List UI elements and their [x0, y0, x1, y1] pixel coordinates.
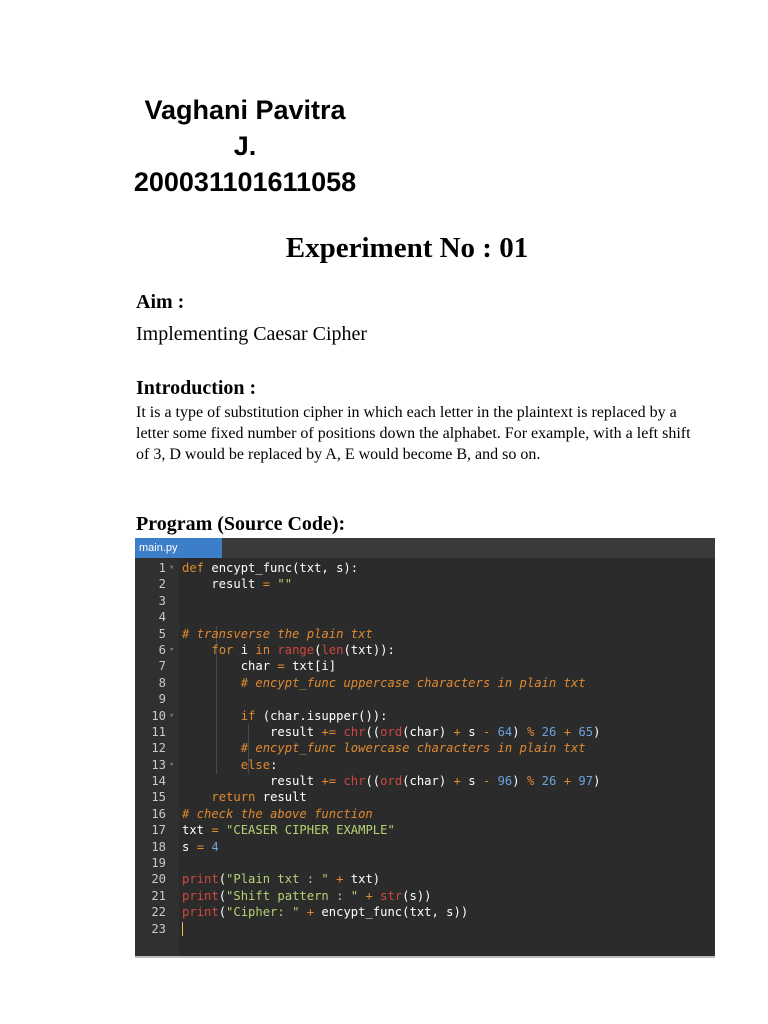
- code-line: [135, 691, 715, 707]
- code-text: for i in range(len(txt)):: [211, 642, 395, 657]
- file-tab-main-py[interactable]: main.py: [135, 538, 222, 558]
- code-line: [135, 708, 715, 724]
- code-area[interactable]: [135, 558, 715, 956]
- code-line: [135, 806, 715, 822]
- line-number: 15: [151, 790, 166, 805]
- code-text: if (char.isupper()):: [240, 708, 388, 723]
- code-line: [135, 757, 715, 773]
- code-line: [135, 904, 715, 920]
- code-line: [135, 871, 715, 887]
- introduction-heading: Introduction :: [136, 377, 257, 399]
- code-line: [135, 789, 715, 805]
- fold-marker-icon[interactable]: ▾: [169, 563, 175, 573]
- code-text: print("Shift pattern : " + str(s)): [182, 888, 432, 903]
- fold-marker-icon[interactable]: ▾: [169, 644, 175, 655]
- code-line: [135, 724, 715, 740]
- line-number: 3: [158, 593, 166, 608]
- fold-marker-icon[interactable]: ▾: [169, 759, 175, 770]
- code-text: # check the above function: [182, 806, 373, 821]
- line-number: 19: [151, 856, 166, 871]
- code-text: s = 4: [182, 839, 219, 854]
- code-line: [135, 855, 715, 871]
- fold-marker-icon[interactable]: ▾: [169, 710, 175, 721]
- code-text: def encypt_func(txt, s):: [182, 561, 359, 575]
- line-number: 13: [151, 757, 166, 772]
- text-cursor: [182, 922, 183, 936]
- line-number: 8: [158, 675, 166, 690]
- code-line: [135, 740, 715, 756]
- code-text: else:: [240, 757, 278, 772]
- code-editor: [135, 538, 715, 958]
- code-line: [135, 888, 715, 904]
- line-number: 17: [151, 823, 166, 838]
- code-text: result += chr((ord(char) + s - 96) % 26 + 97): [182, 774, 601, 789]
- code-line: [135, 593, 715, 609]
- code-line: [135, 576, 715, 592]
- student-name: Vaghani Pavitra: [144, 95, 346, 125]
- line-number: 1: [158, 561, 166, 575]
- code-lines: [135, 560, 715, 937]
- code-text: txt = "CEASER CIPHER EXAMPLE": [182, 823, 395, 838]
- code-text: return result: [211, 790, 307, 805]
- line-number: 7: [158, 659, 166, 674]
- aim-heading: Aim :: [136, 291, 185, 313]
- editor-tab-bar: [135, 538, 715, 558]
- program-heading: Program (Source Code):: [136, 513, 346, 535]
- line-number: 20: [151, 872, 166, 887]
- code-line: [135, 642, 715, 658]
- code-line: [135, 839, 715, 855]
- line-number: 11: [151, 724, 166, 739]
- line-number: 18: [151, 839, 166, 854]
- code-text: print("Plain txt : " + txt): [182, 872, 381, 887]
- line-number: 21: [151, 888, 166, 903]
- code-text: result += chr((ord(char) + s - 64) % 26 + 65): [182, 724, 601, 739]
- experiment-title: Experiment No : 01: [285, 232, 529, 264]
- line-number: 2: [158, 577, 166, 592]
- line-number: 4: [158, 610, 166, 625]
- code-text: # transverse the plain txt: [182, 626, 373, 641]
- line-number: 23: [151, 921, 166, 936]
- enrollment-number: 200031101611058: [133, 167, 357, 197]
- student-header: [100, 92, 390, 200]
- code-line: [135, 626, 715, 642]
- student-name-initial: J.: [233, 131, 257, 161]
- code-line: [135, 560, 715, 576]
- code-text: # encypt_func lowercase characters in plain txt: [240, 741, 586, 756]
- line-number: 14: [151, 774, 166, 789]
- code-text: # encypt_func uppercase characters in plain txt: [240, 675, 586, 690]
- code-line: [135, 675, 715, 691]
- line-number: 12: [151, 741, 166, 756]
- code-text: result = "": [182, 577, 293, 592]
- line-number: 22: [151, 905, 166, 920]
- introduction-text: It is a type of substitution cipher in which each letter in the plaintext is replaced by a letter some fixed number of positions down the alphabet. For example, with a left shift of 3, D would be replaced by A, E would become B, and so on.: [136, 404, 691, 463]
- code-text: char = txt[i]: [182, 659, 337, 674]
- line-number: 10: [151, 708, 166, 723]
- line-number: 9: [158, 692, 166, 707]
- aim-text: Implementing Caesar Cipher: [136, 323, 368, 345]
- code-line: [135, 658, 715, 674]
- code-line: [135, 921, 715, 937]
- code-line: [135, 822, 715, 838]
- code-line: [135, 773, 715, 789]
- line-number: 5: [158, 626, 166, 641]
- line-number: 6: [158, 642, 166, 657]
- code-text: print("Cipher: " + encypt_func(txt, s)): [182, 905, 469, 920]
- line-number: 16: [151, 806, 166, 821]
- code-line: [135, 609, 715, 625]
